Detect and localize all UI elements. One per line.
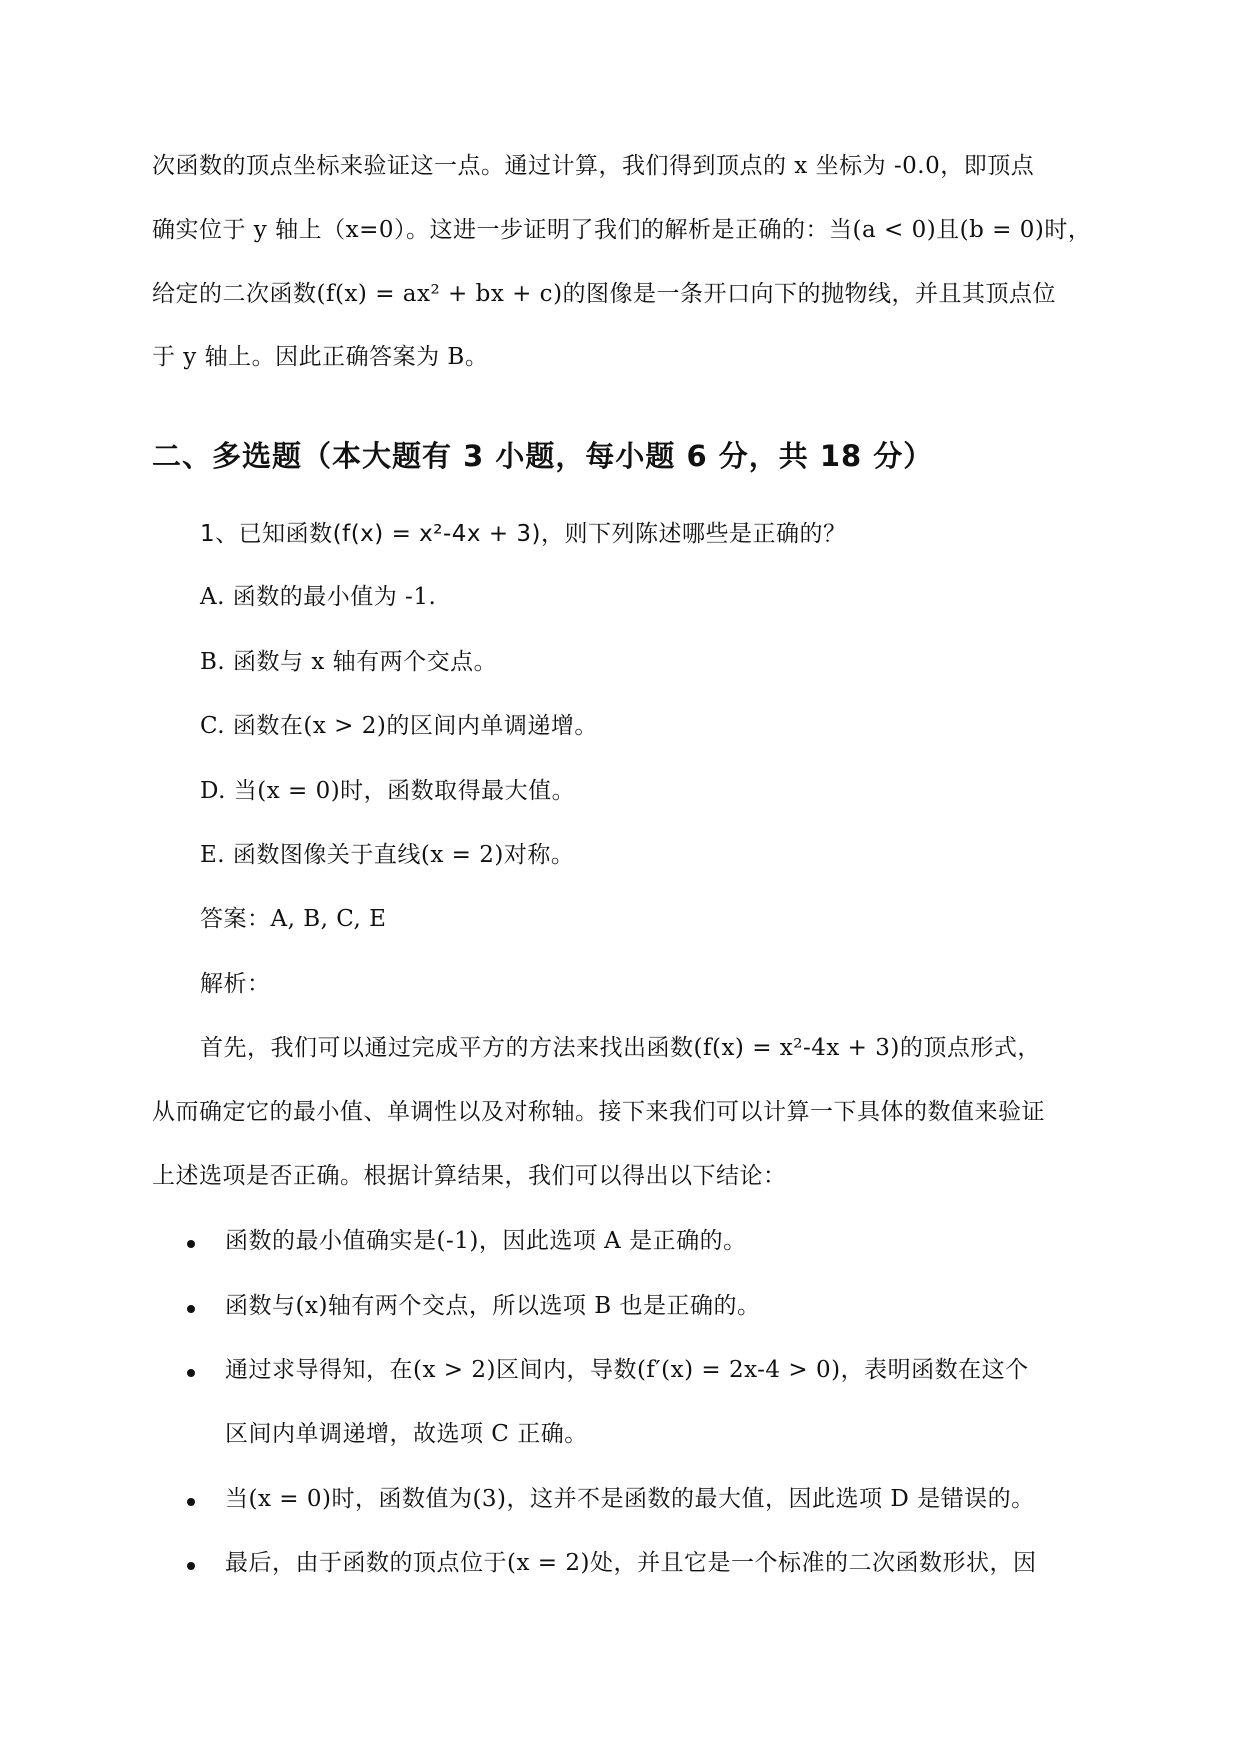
bullet-dot: [187, 1498, 195, 1506]
bullet-item: 函数与(x)轴有两个交点，所以选项 B 也是正确的。: [225, 1293, 761, 1319]
bullet-dot: [187, 1562, 195, 1570]
bullet-item: 最后，由于函数的顶点位于(x = 2)处，并且它是一个标准的二次函数形状，因: [225, 1550, 1037, 1576]
bullet-item: 函数的最小值确实是(-1)，因此选项 A 是正确的。: [225, 1228, 747, 1254]
option-c: C. 函数在(x > 2)的区间内单调递增。: [200, 713, 598, 739]
option-b: B. 函数与 x 轴有两个交点。: [200, 649, 498, 675]
bullet-item: 通过求导得知，在(x > 2)区间内，导数(f′(x) = 2x-4 > 0)，表明函数在这个: [225, 1357, 1029, 1383]
analysis-line: 上述选项是否正确。根据计算结果，我们可以得出以下结论：: [152, 1163, 787, 1189]
bullet-item: 当(x = 0)时，函数值为(3)，这并不是函数的最大值，因此选项 D 是错误的。: [225, 1486, 1035, 1512]
paragraph-line: 给定的二次函数(f(x) = ax² + bx + c)的图像是一条开口向下的抛物线，并且其顶点位: [152, 281, 1057, 307]
bullet-item-continued: 区间内单调递增，故选项 C 正确。: [225, 1421, 588, 1447]
paragraph-line: 于 y 轴上。因此正确答案为 B。: [152, 344, 489, 370]
bullet-dot: [187, 1305, 195, 1313]
analysis-line: 从而确定它的最小值、单调性以及对称轴。接下来我们可以计算一下具体的数值来验证: [152, 1099, 1045, 1125]
answer-text: 答案：A, B, C, E: [200, 906, 387, 932]
bullet-dot: [187, 1240, 195, 1248]
analysis-label: 解析：: [200, 971, 271, 997]
section-heading: 二、多选题（本大题有 3 小题，每小题 6 分，共 18 分）: [152, 439, 934, 473]
option-a: A. 函数的最小值为 -1.: [200, 584, 437, 610]
option-d: D. 当(x = 0)时，函数取得最大值。: [200, 778, 576, 804]
paragraph-line: 次函数的顶点坐标来验证这一点。通过计算，我们得到顶点的 x 坐标为 -0.0，即顶点: [152, 153, 1035, 179]
analysis-line: 首先，我们可以通过完成平方的方法来找出函数(f(x) = x²-4x + 3)的顶点形式，: [200, 1035, 1041, 1061]
paragraph-line: 确实位于 y 轴上（x=0）。这进一步证明了我们的解析是正确的：当(a < 0)且(b = 0)时，: [152, 217, 1092, 243]
question-text: 1、已知函数(f(x) = x²-4x + 3)，则下列陈述哪些是正确的？: [200, 521, 847, 547]
bullet-dot: [187, 1369, 195, 1377]
option-e: E. 函数图像关于直线(x = 2)对称。: [200, 842, 575, 868]
